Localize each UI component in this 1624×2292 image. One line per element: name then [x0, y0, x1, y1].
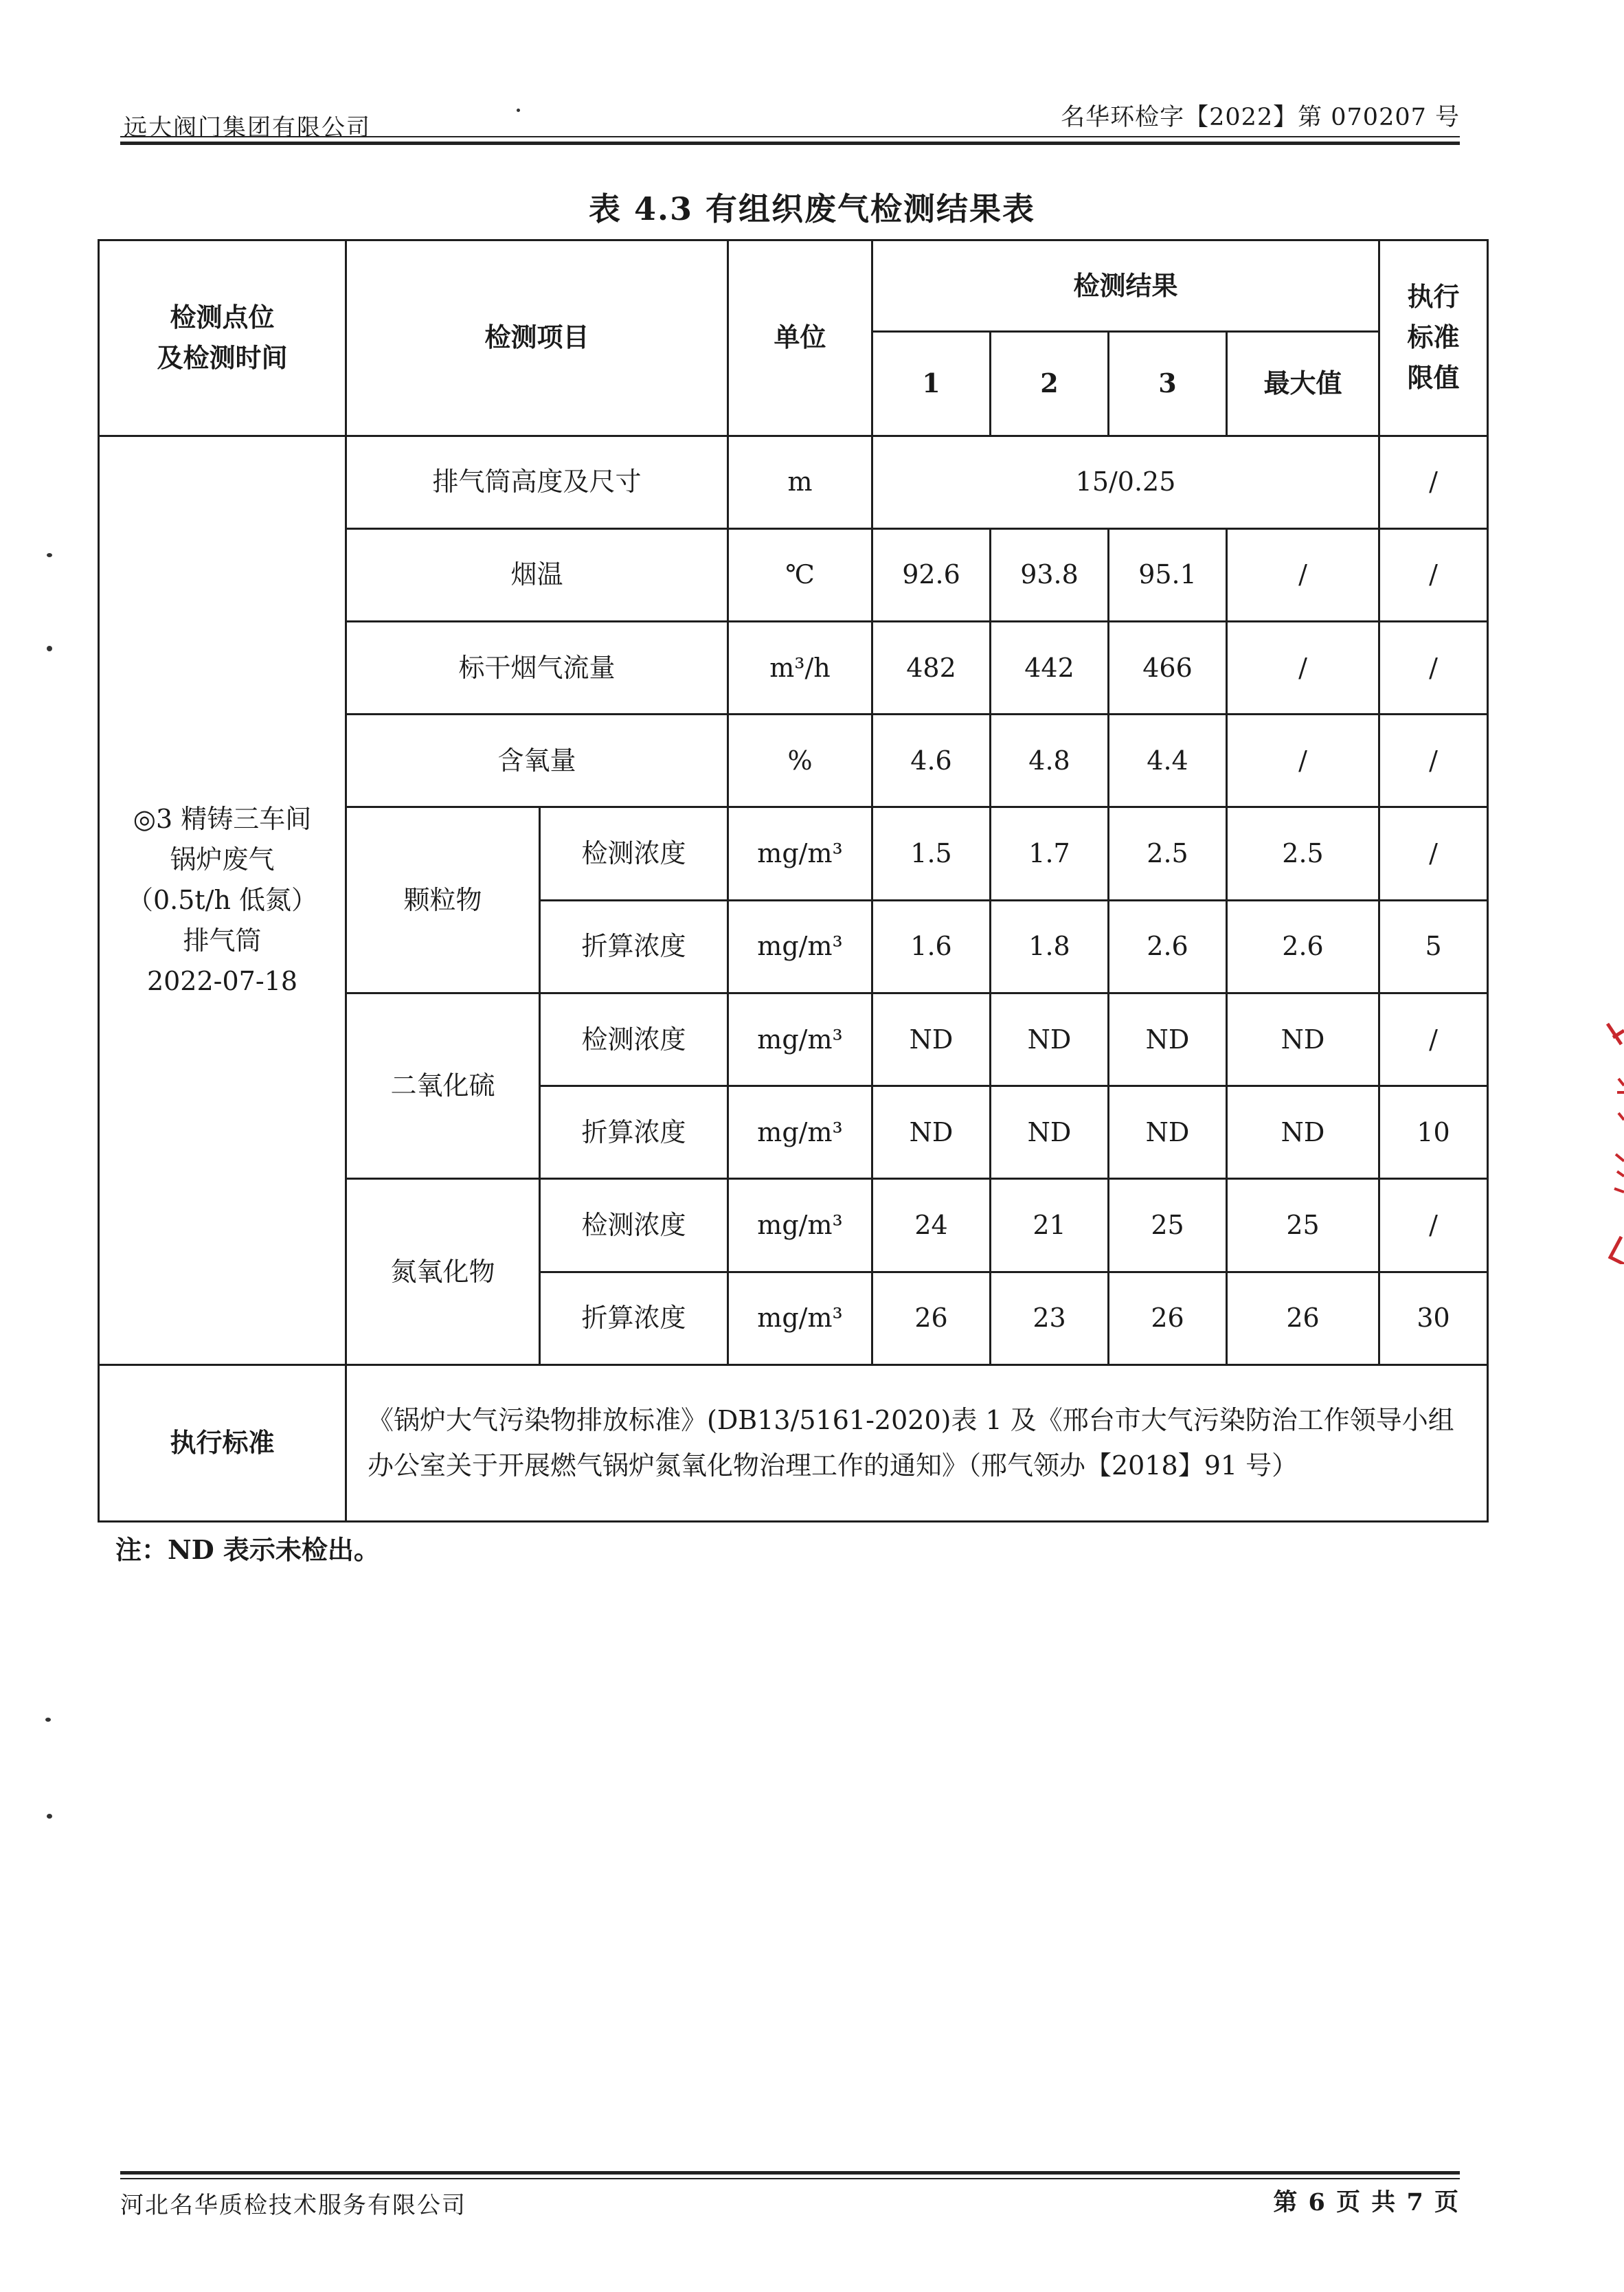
page-footer	[120, 2171, 1460, 2226]
value-cell: 4.6	[872, 715, 991, 807]
max-cell: 2.5	[1227, 807, 1379, 900]
scan-dot	[517, 109, 520, 112]
col-header-unit: 单位	[728, 240, 872, 436]
value-cell: ND	[991, 1086, 1109, 1179]
col-header-results: 检测结果	[872, 240, 1379, 332]
seal-stamp-icon	[1601, 1017, 1624, 1264]
limit-cell: /	[1379, 622, 1488, 715]
location-cell: ◎3 精铸三车间 锅炉废气 （0.5t/h 低氮） 排气筒 2022-07-18	[99, 436, 346, 1364]
max-cell: /	[1227, 715, 1379, 807]
page-header	[120, 81, 1460, 143]
unit-cell: m	[728, 436, 872, 528]
limit-cell: /	[1379, 715, 1488, 807]
sub-item-label: 检测浓度	[540, 1179, 728, 1272]
item-label: 烟温	[346, 528, 728, 621]
value-cell: 26	[872, 1272, 991, 1364]
value-cell: 24	[872, 1179, 991, 1272]
pollutant-name: 二氧化硫	[346, 993, 540, 1178]
unit-cell: %	[728, 715, 872, 807]
unit-cell: mg/m³	[728, 1272, 872, 1364]
standard-text: 《锅炉大气污染物排放标准》(DB13/5161-2020)表 1 及《邢台市大气污染防治工作领导小组办公室关于开展燃气锅炉氮氧化物治理工作的通知》（邢气领办【2018】91 号）	[346, 1364, 1488, 1521]
value-cell: 1.8	[991, 900, 1109, 993]
limit-cell: /	[1379, 436, 1488, 528]
max-cell: 26	[1227, 1272, 1379, 1364]
unit-cell: mg/m³	[728, 1179, 872, 1272]
stack-value: 15/0.25	[872, 436, 1379, 528]
unit-cell: mg/m³	[728, 1086, 872, 1179]
col-header-location: 检测点位 及检测时间	[99, 240, 346, 436]
limit-cell: /	[1379, 528, 1488, 621]
table-row	[99, 436, 1488, 528]
value-cell: 482	[872, 622, 991, 715]
scan-dot	[47, 646, 52, 651]
max-cell: /	[1227, 528, 1379, 621]
item-label: 含氧量	[346, 715, 728, 807]
value-cell: 1.6	[872, 900, 991, 993]
footer-rule-thick	[120, 2171, 1460, 2175]
value-cell: 4.8	[991, 715, 1109, 807]
scan-dot	[45, 1718, 51, 1722]
table-title: 表 4.3 有组织废气检测结果表	[588, 190, 1036, 227]
limit-cell: 30	[1379, 1272, 1488, 1364]
limit-cell: 5	[1379, 900, 1488, 993]
value-cell: 25	[1109, 1179, 1227, 1272]
col-header-r3: 3	[1109, 332, 1227, 436]
value-cell: 4.4	[1109, 715, 1227, 807]
value-cell: 21	[991, 1179, 1109, 1272]
col-header-max: 最大值	[1227, 332, 1379, 436]
value-cell: ND	[991, 993, 1109, 1086]
unit-cell: mg/m³	[728, 900, 872, 993]
col-header-limit: 执行 标准 限值	[1379, 240, 1488, 436]
header-company: 远大阀门集团有限公司	[124, 114, 371, 142]
value-cell: 442	[991, 622, 1109, 715]
unit-cell: mg/m³	[728, 993, 872, 1086]
col-header-item: 检测项目	[346, 240, 728, 436]
footer-rule	[120, 2178, 1460, 2179]
sub-item-label: 检测浓度	[540, 993, 728, 1086]
header-rule	[120, 136, 1460, 137]
scan-dot	[47, 553, 52, 557]
sub-item-label: 检测浓度	[540, 807, 728, 900]
limit-cell: /	[1379, 807, 1488, 900]
limit-cell: /	[1379, 993, 1488, 1086]
value-cell: 2.6	[1109, 900, 1227, 993]
pollutant-name: 颗粒物	[346, 807, 540, 993]
value-cell: ND	[1109, 993, 1227, 1086]
header-report-number: 名华环检字【2022】第 070207 号	[1061, 104, 1460, 131]
sub-item-label: 折算浓度	[540, 900, 728, 993]
value-cell: 2.5	[1109, 807, 1227, 900]
page-number: 第 6 页 共 7 页	[1273, 2188, 1460, 2216]
sub-item-label: 折算浓度	[540, 1086, 728, 1179]
value-cell: ND	[872, 1086, 991, 1179]
results-table	[98, 239, 1489, 1523]
value-cell: 1.7	[991, 807, 1109, 900]
table-note: 注：ND 表示未检出。	[115, 1534, 380, 1565]
scan-dot	[47, 1814, 52, 1819]
standard-label: 执行标准	[99, 1364, 346, 1521]
col-header-r1: 1	[872, 332, 991, 436]
value-cell: ND	[872, 993, 991, 1086]
item-label: 排气筒高度及尺寸	[346, 436, 728, 528]
max-cell: /	[1227, 622, 1379, 715]
value-cell: 1.5	[872, 807, 991, 900]
max-cell: ND	[1227, 1086, 1379, 1179]
max-cell: 25	[1227, 1179, 1379, 1272]
item-label: 标干烟气流量	[346, 622, 728, 715]
unit-cell: ℃	[728, 528, 872, 621]
value-cell: ND	[1109, 1086, 1227, 1179]
limit-cell: /	[1379, 1179, 1488, 1272]
value-cell: 26	[1109, 1272, 1227, 1364]
value-cell: 95.1	[1109, 528, 1227, 621]
value-cell: 92.6	[872, 528, 991, 621]
header-rule-thick	[120, 142, 1460, 145]
max-cell: ND	[1227, 993, 1379, 1086]
value-cell: 93.8	[991, 528, 1109, 621]
col-header-r2: 2	[991, 332, 1109, 436]
limit-cell: 10	[1379, 1086, 1488, 1179]
table-row	[99, 1364, 1488, 1521]
max-cell: 2.6	[1227, 900, 1379, 993]
sub-item-label: 折算浓度	[540, 1272, 728, 1364]
footer-company: 河北名华质检技术服务有限公司	[120, 2192, 466, 2219]
unit-cell: m³/h	[728, 622, 872, 715]
pollutant-name: 氮氧化物	[346, 1179, 540, 1364]
value-cell: 466	[1109, 622, 1227, 715]
unit-cell: mg/m³	[728, 807, 872, 900]
value-cell: 23	[991, 1272, 1109, 1364]
